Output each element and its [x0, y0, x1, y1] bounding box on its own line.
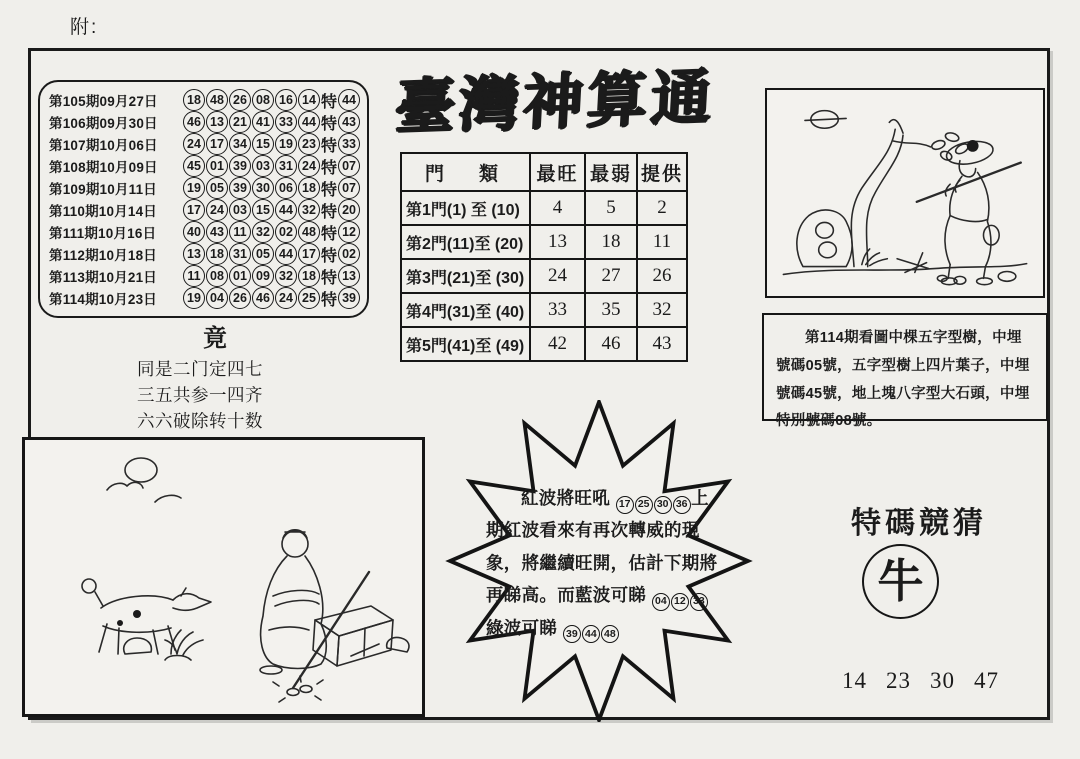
circled-number: 48: [601, 625, 619, 643]
number-ball: 44: [298, 111, 320, 133]
number-balls: [183, 155, 320, 177]
number-balls: [183, 199, 320, 221]
number-ball: 32: [275, 265, 297, 287]
number-ball: 18: [183, 89, 205, 111]
number-ball: 08: [206, 265, 228, 287]
picture-tip-box: 第114期看圖中棵五字型樹，中埋號碼05號，五字型樹上四片葉子，中埋號碼45號，地上塊八字型大石頭，中埋特別號碼08號。: [762, 313, 1048, 421]
stats-row: [402, 192, 686, 226]
number-ball: 18: [298, 177, 320, 199]
number-ball: 11: [183, 265, 205, 287]
stats-row: [402, 294, 686, 328]
category-cell: 第3門(21)至 (30): [402, 260, 531, 292]
draw-date: 第113期10月21日: [49, 270, 158, 285]
value-cell: 35: [586, 294, 638, 326]
circled-number: 25: [635, 496, 653, 514]
result-row: [49, 133, 363, 155]
number-ball: 02: [275, 221, 297, 243]
number-ball: 06: [275, 177, 297, 199]
value-cell: 27: [586, 260, 638, 292]
rock-with-holes: [797, 210, 852, 267]
special-label: 特: [321, 225, 338, 243]
draw-date: 第112期10月18日: [49, 248, 158, 263]
number-ball: 16: [275, 89, 297, 111]
special-number-ball: 44: [338, 89, 360, 111]
stats-row: [402, 328, 686, 360]
number-ball: 30: [252, 177, 274, 199]
result-row: [49, 243, 363, 265]
category-cell: 第5門(41)至 (49): [402, 328, 531, 360]
special-label: 特: [321, 159, 338, 177]
number-ball: 43: [206, 221, 228, 243]
value-cell: 46: [586, 328, 638, 360]
poem-line: 同是二门定四七: [137, 359, 263, 379]
starburst-phrase: 綠波可睇: [486, 617, 563, 638]
grass-tuft: [862, 249, 888, 266]
number-ball: 11: [229, 221, 251, 243]
circled-number: 44: [582, 625, 600, 643]
number-ball: 44: [275, 243, 297, 265]
special-label: 特: [321, 181, 338, 199]
number-ball: 18: [298, 265, 320, 287]
number-ball: 13: [206, 111, 228, 133]
category-cell: 第2門(11)至 (20): [402, 226, 531, 258]
value-cell: 43: [652, 333, 672, 354]
number-balls: [183, 133, 320, 155]
masthead-title: 臺灣神算通: [393, 63, 717, 141]
poem-heading: 竟: [203, 326, 227, 352]
value-cell: 4: [531, 192, 586, 224]
number-balls: [183, 177, 320, 199]
special-number-ball: 43: [338, 111, 360, 133]
note-label: 附:: [70, 17, 99, 38]
number-ball: 41: [252, 111, 274, 133]
stats-header-cell: 提供: [640, 163, 683, 185]
stats-table: [400, 152, 688, 362]
result-row: [49, 155, 363, 177]
starburst-phrase: 紅波將旺吼: [521, 488, 616, 508]
top-right-illustration-box: [765, 88, 1045, 298]
value-cell: 32: [652, 299, 672, 320]
special-label: 特: [321, 291, 338, 309]
stats-header-cell: 最弱: [586, 154, 638, 190]
number-ball: 48: [298, 221, 320, 243]
number-ball: 05: [206, 177, 228, 199]
number-ball: 26: [229, 89, 251, 111]
guess-numbers: [842, 668, 999, 694]
number-ball: 03: [229, 199, 251, 221]
special-number-ball: 07: [338, 155, 360, 177]
draw-date: 第111期10月16日: [49, 226, 157, 241]
circled-number: 39: [563, 625, 581, 643]
number-ball: 33: [275, 111, 297, 133]
starburst-callout: [440, 400, 758, 722]
special-number-ball: 39: [338, 287, 360, 309]
special-number-ball: 07: [338, 177, 360, 199]
number-ball: 32: [252, 221, 274, 243]
past-results-panel: [38, 80, 369, 318]
number-balls: [183, 89, 320, 111]
draw-date: 第108期10月09日: [49, 160, 158, 175]
circled-number: 12: [671, 593, 689, 611]
number-ball: 31: [229, 243, 251, 265]
special-label: 特: [321, 115, 338, 133]
special-label: 特: [321, 247, 338, 265]
number-ball: 19: [183, 287, 205, 309]
special-number-ball: 20: [338, 199, 360, 221]
stats-header-cell: 最旺: [531, 154, 586, 190]
result-row: [49, 199, 363, 221]
number-ball: 01: [206, 155, 228, 177]
guess-number: 47: [974, 668, 999, 693]
result-row: [49, 177, 363, 199]
number-ball: 17: [206, 133, 228, 155]
number-ball: 45: [183, 155, 205, 177]
result-row: [49, 111, 363, 133]
number-ball: 48: [206, 89, 228, 111]
value-cell: 26: [652, 265, 672, 286]
number-ball: 14: [298, 89, 320, 111]
draw-date: 第110期10月14日: [49, 204, 158, 219]
number-ball: 32: [298, 199, 320, 221]
number-ball: 23: [298, 133, 320, 155]
result-row: [49, 89, 363, 111]
special-number-ball: 02: [338, 243, 360, 265]
circled-number: 04: [652, 593, 670, 611]
number-ball: 39: [229, 177, 251, 199]
number-ball: 25: [298, 287, 320, 309]
stats-header-cell: 門 類: [402, 154, 531, 190]
draw-date: 第114期10月23日: [49, 292, 158, 307]
number-balls: [183, 265, 320, 287]
special-number-ball: 13: [338, 265, 360, 287]
number-balls: [183, 221, 320, 243]
number-ball: 18: [206, 243, 228, 265]
special-number-ball: 33: [338, 133, 360, 155]
number-ball: 19: [275, 133, 297, 155]
number-balls: [183, 111, 320, 133]
number-ball: 24: [183, 133, 205, 155]
stats-row: [402, 260, 686, 294]
value-cell: 2: [657, 197, 667, 218]
guess-number: 30: [930, 668, 955, 693]
draw-date: 第106期09月30日: [49, 116, 158, 131]
circled-number: 33: [690, 593, 708, 611]
starburst-text: [486, 482, 718, 644]
number-ball: 44: [275, 199, 297, 221]
number-ball: 01: [229, 265, 251, 287]
number-balls: [183, 243, 320, 265]
value-cell: 33: [531, 294, 586, 326]
circled-number: 17: [616, 496, 634, 514]
flute-player-figure: [917, 138, 1021, 285]
number-ball: 03: [252, 155, 274, 177]
poem-line: 三五共参一四齐: [137, 385, 263, 405]
number-ball: 08: [252, 89, 274, 111]
value-cell: 13: [531, 226, 586, 258]
special-label: 特: [321, 269, 338, 287]
flute-player-illustration: [767, 90, 1043, 296]
number-ball: 46: [183, 111, 205, 133]
moon-and-clouds-icon: [107, 458, 181, 502]
value-cell: 5: [586, 192, 638, 224]
draw-date: 第105期09月27日: [49, 94, 158, 109]
rocks-and-grass: [124, 630, 409, 660]
category-cell: 第1門(1) 至 (10): [402, 192, 531, 224]
zodiac-circle: [862, 544, 939, 619]
result-row: [49, 287, 363, 309]
number-ball: 15: [252, 199, 274, 221]
number-ball: 21: [229, 111, 251, 133]
special-guess-title: 特碼競猜: [851, 507, 987, 540]
number-ball: 24: [298, 155, 320, 177]
number-ball: 39: [229, 155, 251, 177]
number-ball: 19: [183, 177, 205, 199]
number-ball: 15: [252, 133, 274, 155]
zodiac-character: 牛: [877, 555, 924, 607]
number-balls: [183, 287, 320, 309]
number-ball: 13: [183, 243, 205, 265]
number-ball: 17: [183, 199, 205, 221]
draw-date: 第107期10月06日: [49, 138, 158, 153]
special-label: 特: [321, 203, 338, 221]
starburst-phrase: 上期紅波看來有再次轉威的現象，將繼續旺開，估計下期將再睇高。而藍波可睇: [486, 488, 718, 606]
number-ball: 17: [298, 243, 320, 265]
value-cell: 11: [652, 231, 672, 252]
number-ball: 31: [275, 155, 297, 177]
value-cell: 24: [531, 260, 586, 292]
special-label: 特: [321, 137, 338, 155]
category-cell: 第4門(31)至 (40): [402, 294, 531, 326]
circled-number: 30: [654, 496, 672, 514]
stats-row: [402, 226, 686, 260]
number-ball: 04: [206, 287, 228, 309]
number-ball: 05: [252, 243, 274, 265]
number-ball: 34: [229, 133, 251, 155]
circled-number: 36: [673, 496, 691, 514]
number-ball: 09: [252, 265, 274, 287]
value-cell: 42: [531, 328, 586, 360]
number-ball: 24: [206, 199, 228, 221]
number-ball: 24: [275, 287, 297, 309]
draw-date: 第109期10月11日: [49, 182, 158, 197]
value-cell: 18: [586, 226, 638, 258]
special-label: 特: [321, 93, 338, 111]
poem-line: 六六破除转十数: [137, 411, 263, 431]
spotted-dog: [82, 579, 211, 654]
number-ball: 40: [183, 221, 205, 243]
result-row: [49, 221, 363, 243]
number-ball: 46: [252, 287, 274, 309]
stats-header-row: [402, 154, 686, 192]
result-row: [49, 265, 363, 287]
number-ball: 26: [229, 287, 251, 309]
guess-number: 23: [886, 668, 911, 693]
bottom-left-illustration-box: [22, 437, 425, 717]
moon-icon: [805, 111, 846, 129]
seated-figure-dog-illustration: [25, 440, 422, 714]
guess-number: 14: [842, 668, 867, 693]
special-number-ball: 12: [338, 221, 360, 243]
